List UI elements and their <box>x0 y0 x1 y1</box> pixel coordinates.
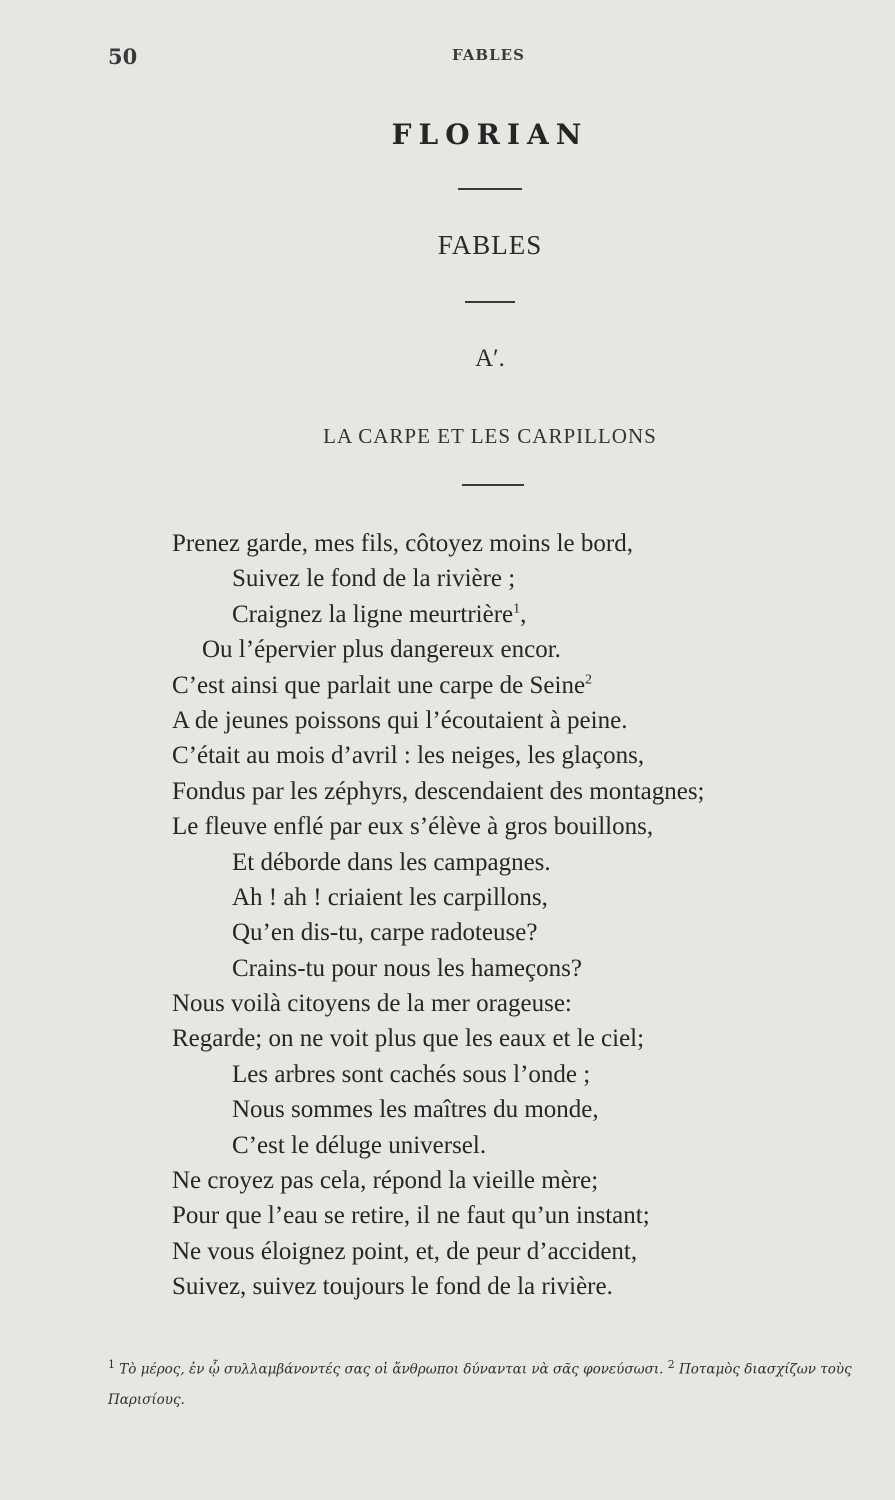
verse-line: Les arbres sont cachés sous l’onde ; <box>232 1060 591 1088</box>
fable-number: A′. <box>475 345 505 372</box>
verse-line: Et déborde dans les campagnes. <box>232 848 551 876</box>
verse-line: Crains-tu pour nous les hameçons? <box>232 954 582 982</box>
footnote-marker: 2 <box>585 672 593 688</box>
verse-line: Regarde; on ne voit plus que les eaux et le ciel; <box>172 1025 645 1053</box>
verse-line: Pour que l’eau se retire, il ne faut qu’un instant; <box>172 1202 650 1230</box>
verse-line: Le fleuve enflé par eux s’élève à gros bouillons, <box>172 813 654 841</box>
author-heading: FLORIAN <box>391 118 589 151</box>
verse-line: C’est le déluge universel. <box>232 1131 487 1159</box>
verse-line: Qu’en dis-tu, carpe radoteuse? <box>232 919 538 947</box>
footnote-marker: 1 <box>513 601 521 617</box>
footnote-number: 2 <box>667 1358 675 1371</box>
verse-line: Nous sommes les maîtres du monde, <box>232 1096 599 1124</box>
verse-line: Ne vous éloignez point, et, de peur d’accident, <box>172 1237 638 1265</box>
poem-body <box>172 526 872 1305</box>
footnote-text: Ποταμὸς διασχίζων τοὺς Παρισίους. <box>108 1361 852 1408</box>
page-number: 50 <box>108 44 138 69</box>
verse-line: Prenez garde, mes fils, côtoyez moins le bord, <box>172 530 633 557</box>
section-heading: FABLES <box>437 230 543 260</box>
verse-line: C’est ainsi que parlait une carpe de Seine$^2$ <box>172 671 593 699</box>
fable-title: LA CARPE ET LES CARPILLONS <box>323 424 657 448</box>
divider-rule <box>458 188 522 190</box>
verse-line: A de jeunes poissons qui l’écoutaient à peine. <box>172 706 628 734</box>
verse-line: Suivez le fond de la rivière ; <box>232 565 516 593</box>
verse-line: Craignez la ligne meurtrière$^1$, <box>232 600 527 628</box>
verse-line: Fondus par les zéphyrs, descendaient des montagnes; <box>172 777 705 805</box>
verse-line: Ne croyez pas cela, répond la vieille mère; <box>172 1167 599 1195</box>
verse-line: Ou l’épervier plus dangereux encor. <box>202 636 561 664</box>
verse-line: Suivez, suivez toujours le fond de la rivière. <box>172 1273 613 1301</box>
verse-line: Nous voilà citoyens de la mer orageuse: <box>172 990 572 1018</box>
footnote-number: 1 <box>108 1358 115 1371</box>
footnote-text: Τὸ μέρος, ἐν ᾧ συλλαμβάνοντές σας οἱ ἄνθρωποι δύνανται νὰ σᾶς φονεύσωσι. <box>119 1361 664 1378</box>
verse-line: C’était au mois d’avril : les neiges, les glaçons, <box>172 742 645 770</box>
divider-rule <box>465 301 515 303</box>
footnotes <box>108 1350 878 1415</box>
running-head: FABLES <box>452 46 525 64</box>
verse-line: Ah ! ah ! criaient les carpillons, <box>232 883 548 911</box>
divider-rule <box>462 484 524 486</box>
